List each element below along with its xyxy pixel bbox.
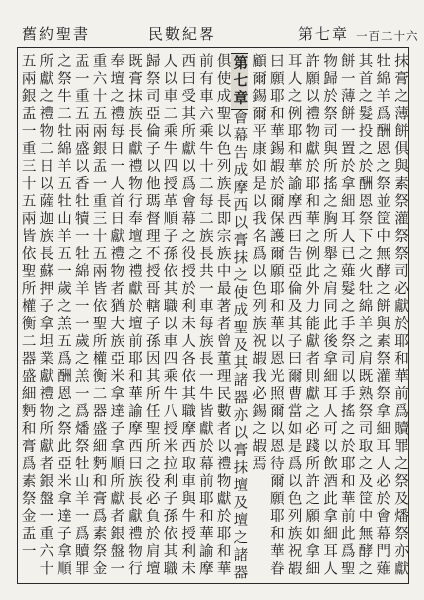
text-column (71, 48, 89, 583)
chapter-marker: 第七章 (231, 55, 249, 108)
text-column (373, 48, 391, 583)
text-column (284, 48, 302, 583)
column-text: 其首之髮投之於酬恩祭下之火牡綿羊之肩既熟祭司取之及筐中無酵之 (356, 53, 373, 578)
text-column (390, 48, 408, 583)
column-text: 人以車二乘牛四授革順子孫依其職以車四乘牛八授米拉利子孫依其職 (161, 53, 178, 578)
text-column (89, 48, 107, 583)
text-column (124, 48, 142, 583)
text-column (142, 48, 160, 583)
column-text: 抹膏之薄餅俱與素祭灌祭祭司必獻於耶和華前爲贖罪之祭及燔祭亦獻 (392, 53, 408, 578)
column-text: 耳人之例耶和華諭摩西曰告亞倫及其子曰爾曹當如是爲以色列族祝嘏 (285, 53, 302, 578)
text-column (248, 48, 266, 583)
running-header-section: 民數紀畧 (148, 25, 217, 43)
column-text: 五兩銀盂一重三十五兩皆依聖所權衡二器盛細麪和膏爲素祭金盂一 (19, 53, 36, 561)
running-header-chapter: 第七章 (298, 25, 350, 43)
text-columns (18, 48, 408, 583)
column-text: 既膏抹族長獻禮物行奉壇之禮獻於壇前耶和華諭摩西曰族長獻禮物行 (125, 53, 142, 578)
column-text: 盂一重五兩盛以香牡犢一牡綿羊一一歲之羔一爲燔祭牡山羊一爲贖罪 (72, 53, 89, 578)
column-text: 許願以禮物獻於耶和華之例此外力能獻者則獻之必踐所許之願如拿細 (303, 53, 320, 578)
column-text: 歸祭司亞倫子以他瑪督理不授哥轄子孫因其所任聖所之役必負於肩壇 (143, 53, 160, 578)
column-text: 前有車六乘牛十二每二族長共一車每族長一牛皆獻於幕前耶和華諭摩 (196, 53, 213, 578)
text-column (36, 48, 54, 583)
text-column (231, 48, 249, 583)
text-column (355, 48, 373, 583)
column-text: 餅一薄餅一置於拿細耳人已薙髮之手祭司以手搖之於耶和華前此爲聖 (338, 53, 355, 578)
text-column (266, 48, 284, 583)
column-text: 所獻之禮物二日以薩迦族長蘇押子拿坦業獻禮物所獻者銀盤一重六十 (37, 53, 54, 578)
column-text: 會幕告成摩西以膏抹之使成聖及其諸器亦以膏抹壇及壇之諸器 (231, 109, 248, 582)
column-text: 重六十五兩銀盂一重三十五兩皆依聖所權衡二器盛細麪和膏爲素祭金 (90, 53, 107, 578)
text-column (213, 48, 231, 583)
column-text: 牡綿羊爲酬恩之祭並筐中無酵之餅與素祭灌祭拿細耳人必於會幕門薙 (374, 53, 391, 578)
text-column (302, 48, 320, 583)
text-frame (17, 47, 409, 584)
column-text: 物歸於祭司與所搖之胸所舉之肩同此後拿細耳人可以飲酒此拿細耳人 (321, 53, 338, 578)
text-column (319, 48, 337, 583)
page-number: 一百二十六 (356, 29, 419, 43)
column-text: 顧爾錫爾平康如是以我名爲以色列族祝嘏我必錫之嘏焉 (250, 53, 267, 473)
column-text: 西曰受其所獻以爲會幕之役授於利未人各依其職摩西取車與牛授利未 (179, 53, 196, 578)
text-column (177, 48, 195, 583)
text-column (195, 48, 213, 583)
text-column (337, 48, 355, 583)
text-column (160, 48, 178, 583)
column-text: 俱使成聖以色列族長即宗族中最著者曾董理民數者以禮物獻於耶和華 (214, 53, 231, 578)
running-header-book: 舊約聖書 (22, 25, 91, 43)
text-column (53, 48, 71, 583)
text-column (107, 48, 125, 583)
column-text: 奉壇之禮每日一人首日獻禮物者猶大族亞米拿達子拿順所獻者銀盤一 (108, 53, 125, 578)
text-column (18, 48, 36, 583)
column-text: 之祭牛二牡綿羊五牡山羊五一歲之羔五爲酬恩之祭此亞米拿達子拿順 (55, 53, 72, 578)
column-text: 曰願耶和華錫嘏於爾保護爾願耶和華以恩光照爾以恩待爾願耶和華眷 (267, 53, 284, 578)
